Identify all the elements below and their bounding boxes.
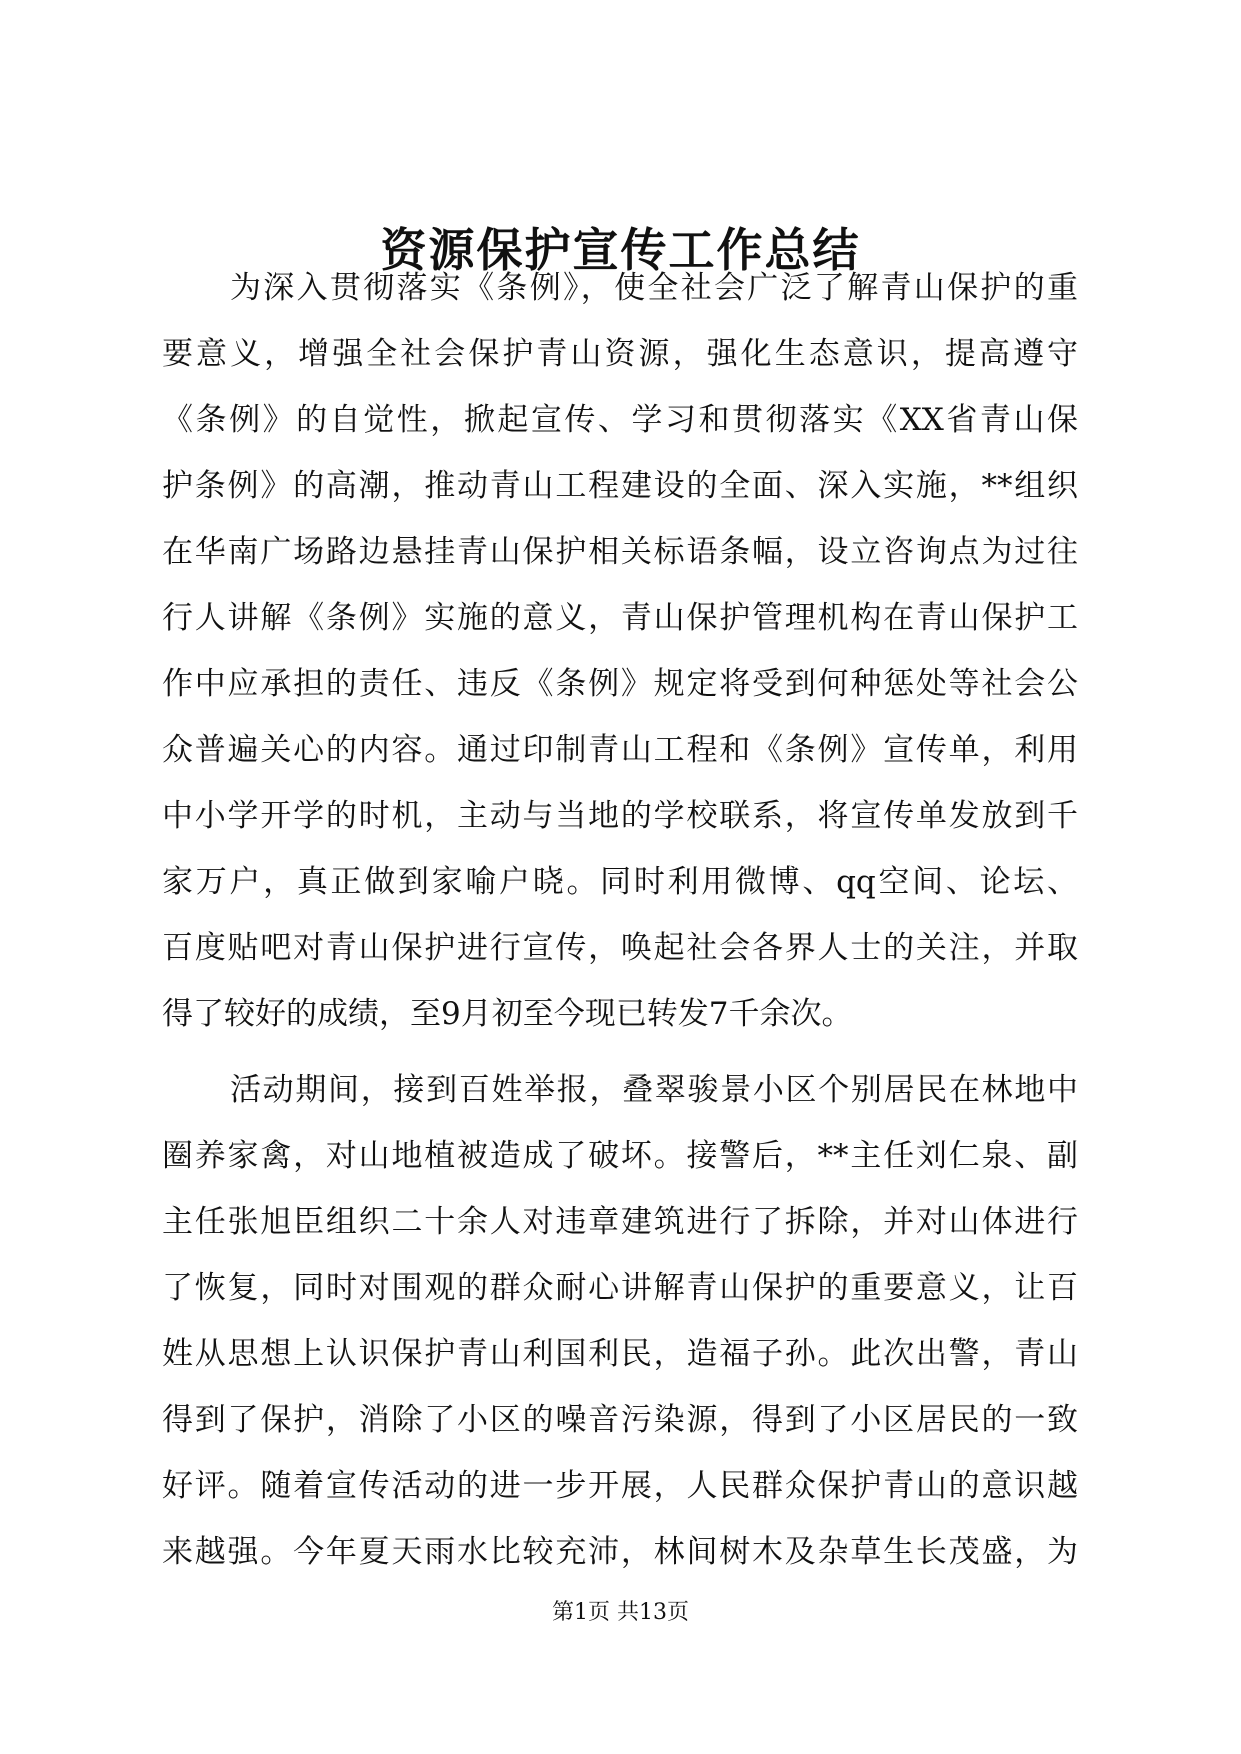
text-line: 好评。随着宣传活动的进一步开展，人民群众保护青山的意识越 [162, 1468, 1078, 1504]
text-line: 活动期间，接到百姓举报，叠翠骏景小区个别居民在林地中 [230, 1072, 1078, 1108]
text-line: 百度贴吧对青山保护进行宣传，唤起社会各界人士的关注，并取 [162, 930, 1078, 966]
text-line: 为深入贯彻落实《条例》，使全社会广泛了解青山保护的重 [230, 270, 1078, 306]
text-line: 中小学开学的时机，主动与当地的学校联系，将宣传单发放到千 [162, 798, 1078, 834]
text-line: 众普遍关心的内容。通过印制青山工程和《条例》宣传单，利用 [162, 732, 1078, 768]
text-line: 要意义，增强全社会保护青山资源，强化生态意识，提高遵守 [162, 336, 1078, 372]
text-line: 《条例》的自觉性，掀起宣传、学习和贯彻落实《XX省青山保 [162, 402, 1078, 438]
text-line: 作中应承担的责任、违反《条例》规定将受到何种惩处等社会公 [162, 666, 1078, 702]
document-title: 资源保护宣传工作总结 [380, 223, 861, 277]
text-line: 姓从思想上认识保护青山利国利民，造福子孙。此次出警，青山 [162, 1336, 1078, 1372]
text-line: 在华南广场路边悬挂青山保护相关标语条幅，设立咨询点为过往 [162, 534, 1078, 570]
text-line: 得到了保护，消除了小区的噪音污染源，得到了小区居民的一致 [162, 1402, 1078, 1438]
text-line: 行人讲解《条例》实施的意义，青山保护管理机构在青山保护工 [162, 600, 1078, 636]
text-line: 主任张旭臣组织二十余人对违章建筑进行了拆除，并对山体进行 [162, 1204, 1078, 1240]
page-footer: 第1页 共13页 [552, 1600, 689, 1625]
text-line: 来越强。今年夏天雨水比较充沛，林间树木及杂草生长茂盛，为 [162, 1534, 1078, 1570]
text-line: 圈养家禽，对山地植被造成了破坏。接警后，**主任刘仁泉、副 [162, 1138, 1078, 1174]
text-line: 护条例》的高潮，推动青山工程建设的全面、深入实施，**组织 [162, 468, 1078, 504]
text-line: 得了较好的成绩，至9月初至今现已转发7千余次。 [162, 996, 853, 1032]
text-line: 家万户，真正做到家喻户晓。同时利用微博、qq空间、论坛、 [162, 864, 1078, 900]
text-line: 了恢复，同时对围观的群众耐心讲解青山保护的重要意义，让百 [162, 1270, 1078, 1306]
